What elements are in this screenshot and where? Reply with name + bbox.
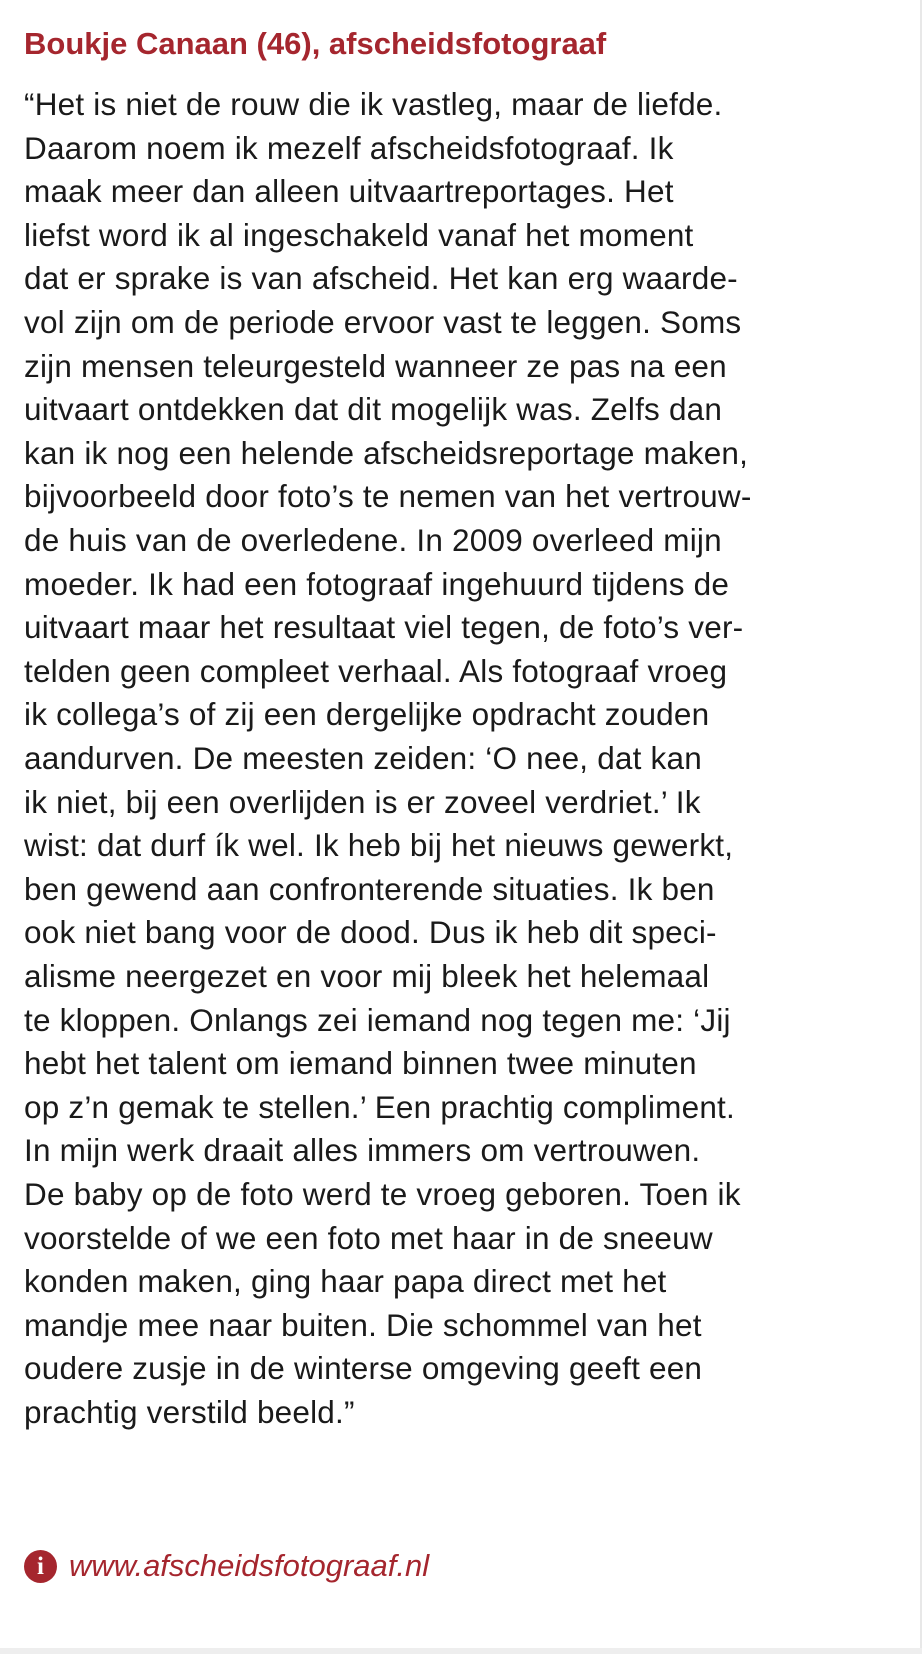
info-row <box>24 1544 429 1588</box>
article-heading: Boukje Canaan (46), afscheidsfotograaf <box>24 26 607 61</box>
body-text-line: aandurven. De meesten zeiden: ‘O nee, dat kan <box>24 740 702 776</box>
body-text-line: maak meer dan alleen uitvaartreportages. Het <box>24 173 674 210</box>
body-text-line: moeder. Ik had een fotograaf ingehuurd tijdens de <box>24 565 730 602</box>
body-text-line: uitvaart maar het resultaat viel tegen, de foto’s ver- <box>24 609 744 646</box>
body-text-line: konden maken, ging haar papa direct met het <box>24 1263 667 1300</box>
body-text-line: ben gewend aan confronterende situaties. Ik ben <box>24 870 715 907</box>
body-text-line: voorstelde of we een foto met haar in de sneeuw <box>24 1219 713 1256</box>
body-text-line: telden geen compleet verhaal. Als fotograaf vroeg <box>24 652 728 689</box>
website-link[interactable]: www.afscheidsfotograaf.nl <box>69 1548 430 1583</box>
body-text-line: ook niet bang voor de dood. Dus ik heb dit speci- <box>24 914 717 951</box>
body-text-line: zijn mensen teleurgesteld wanneer ze pas na een <box>24 347 727 384</box>
body-text-line: alisme neergezet en voor mij bleek het helemaal <box>24 958 710 994</box>
body-text-line: de huis van de overledene. In 2009 overleed mijn <box>24 522 722 558</box>
body-text-line: liefst word ik al ingeschakeld vanaf het moment <box>24 216 694 253</box>
body-text-line: hebt het talent om iemand binnen twee minuten <box>24 1045 697 1082</box>
body-text-line: kan ik nog een helende afscheidsreportage maken, <box>24 434 749 471</box>
body-text-line: ik collega’s of zij een dergelijke opdracht zouden <box>24 696 710 733</box>
body-text-line: oudere zusje in de winterse omgeving geeft een <box>24 1350 703 1387</box>
body-text-line: uitvaart ontdekken dat dit mogelijk was. Zelfs dan <box>24 391 723 428</box>
body-text-line: vol zijn om de periode ervoor vast te leggen. Soms <box>24 304 742 340</box>
body-text-line: bijvoorbeeld door foto’s te nemen van het vertrouw- <box>24 478 752 515</box>
body-text-line: op z’n gemak te stellen.’ Een prachtig compliment. <box>24 1088 735 1125</box>
body-text-line: ik niet, bij een overlijden is er zoveel verdriet.’ Ik <box>24 783 701 820</box>
body-text-line: In mijn werk draait alles immers om vertrouwen. <box>24 1132 701 1169</box>
body-text-line: “Het is niet de rouw die ik vastleg, maar de liefde. <box>24 86 723 122</box>
body-text-line: prachtig verstild beeld.” <box>24 1394 355 1430</box>
body-text-line: De baby op de foto werd te vroeg geboren. Toen ik <box>24 1176 741 1212</box>
info-icon: i <box>24 1550 57 1583</box>
body-text-line: te kloppen. Onlangs zei iemand nog tegen me: ‘Jij <box>24 1001 731 1038</box>
body-text-line: Daarom noem ik mezelf afscheidsfotograaf. Ik <box>24 129 674 166</box>
page-bottom-edge <box>0 1648 922 1654</box>
body-text-line: mandje mee naar buiten. Die schommel van het <box>24 1306 702 1343</box>
body-text-line: dat er sprake is van afscheid. Het kan erg waarde- <box>24 260 738 297</box>
body-text-line: wist: dat durf ík wel. Ik heb bij het nieuws gewerkt, <box>24 827 734 864</box>
